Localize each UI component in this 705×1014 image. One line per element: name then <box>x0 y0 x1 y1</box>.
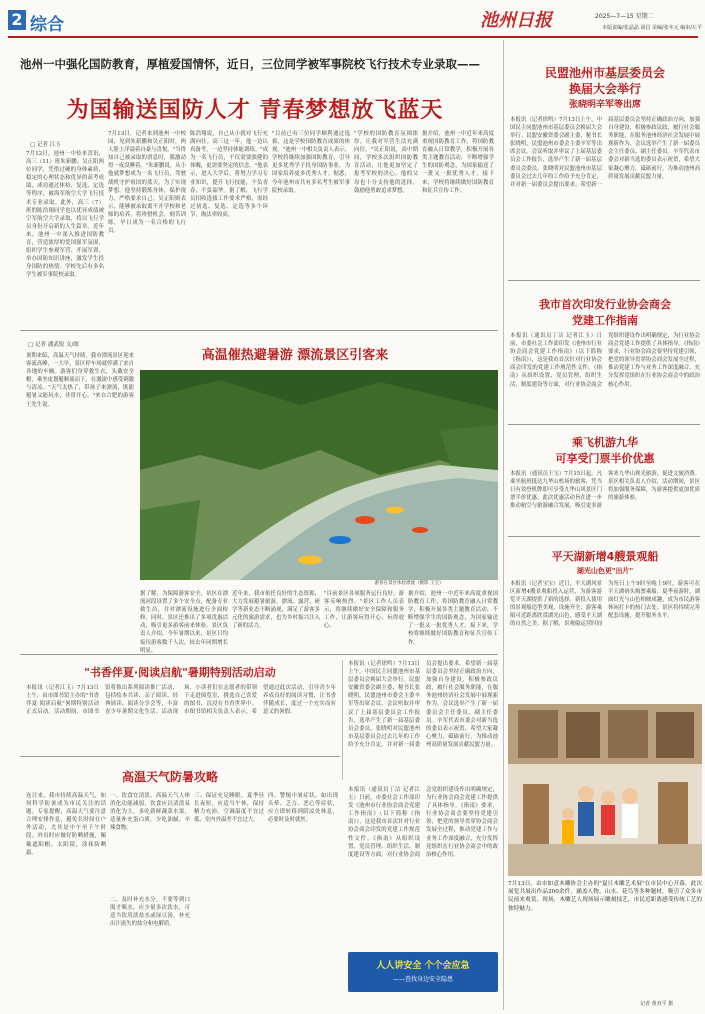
party-guide-body: 本报讯（通讯员丁洁 记者江玉）日前，市委社会工作部印发《池州市行业协会商会党建工作指南》（以下简称《指南》），这是我市首次针对行业协会商会印发的党建工作规范性文件。《指南》从组织设置、党员管理、组织生活、制度建设等方面，对行业协会商会党组织建设作出明确规定，为行业协会商会党建工作提供了具体指导。《指南》要求，行业协会商会要坚持党建引领，把党的领导贯穿协会商会发展全过程，推动党建工作与业务工作深度融合，充分发挥党组织在行业协会商会中的政治核心作用。 <box>510 333 700 388</box>
summer-headline: 高温天气防暑攻略 <box>121 770 218 784</box>
lead-col-4: "目前已有三位同学顺利通过选拔，这是学校国防教育成果的体现。"池州一中相关负责人表示，学校将继续加强国防教育，引导更多优秀学子投身国防事业，为国家培养更多优秀人才。据悉，今年池州市共有多名考生被军事院校录取。 <box>272 131 350 194</box>
divider-3 <box>508 536 700 537</box>
lead-col-3: 陈浩翔说，自己从小就对飞行充满向往。高三这一年，他一边认真备考，一边坚持体能训练。"成为一名飞行员，不仅需要强健的体魄，更需要坚定的信念。"他表示，进入大学后，将努力学习专业知识，提升飞行技能，不负青春，不负韶华。据了解，飞行学员招收选拔工作要求严格，需经过初选、复选、定选等多个环节，淘汰率较高。 <box>190 131 268 218</box>
summer-col-5: 四、警惕中暑症状。如出现头晕、乏力、恶心等症状，应立即转移到阴凉处休息，必要时及时就医。 <box>268 793 338 824</box>
lead-col-5: "学校的国防教育氛围浓厚，让我对军营生活充满向往。"吴正阳说，高中期间，学校多次组织国防教育活动，让他更加坚定了报考军校的决心。他的父母也十分支持他的选择，鼓励他勇敢追求梦想。 <box>354 131 418 194</box>
main-column-divider <box>503 40 504 1010</box>
divider-lead <box>20 330 498 331</box>
divider-2 <box>508 424 700 425</box>
rafting-photo <box>140 370 498 580</box>
divider-1 <box>508 280 700 281</box>
travel-headline: 高温催热避暑游 漂流景区引客来 <box>201 348 389 363</box>
photo-credit: 记者 黄双平 摄 <box>640 1001 674 1007</box>
lead-byline: □ 记者 江玉 <box>30 142 61 148</box>
reading-divider <box>342 660 343 780</box>
mingmeng-body: 本报讯（记者徐鸣）7月13日上午，中国民主同盟池州市基层委员会换届大会举行。民盟安徽省委会副主委、秘书长张晓明，民盟池州市委会主委辛军等出席会议。会议听取并审议了上届基层委员会工作报告，选举产生了新一届基层委员会委员。张晓明对民盟池州市基层委员会过去几年的工作给予充分肯定，并对新一届委员会提出要求。希望新一届基层委员会坚持正确政治方向，加强自身建设，积极参政议政，履行社会服务职能，在服务池州经济社会发展中展现新作为。会议选举产生了新一届委员会主任委员、副主任委员。辛军代表市委会对新当选的委员表示祝贺，希望大家凝心聚力，砥砺前行，为推动池州高质量发展贡献民盟力量。 <box>510 117 700 188</box>
lead-col-1: 7月12日，池州一中传来喜讯，高三（11）班朱新鹏、吴正阳两位同学，凭借过硬的身体素质、稳定的心理状态和优异的高考成绩，成功通过体检、复选、定选等程序，被海军航空大学飞行技术专业录取。此外，高三（7）班的陈浩翔同学也以优异成绩被空军航空大学录取，将以飞行学员身份开启新的人生篇章。近年来，池州一中深入推进国防教育，营造浓厚的爱国强军氛围，组织学生参观军营、开展军训、举办国防知识讲座，激发学生投身国防的热情。学校先后有多名学生被军事院校录取。 <box>26 151 104 279</box>
issue-date: 2025—7—15 星期二 <box>595 13 654 20</box>
rafting-photo-caption: 游客在景区体验漂流（摄影 王宝） <box>374 581 444 586</box>
rafting-photo-image <box>140 370 498 580</box>
woodcarving-photo <box>508 704 702 876</box>
newspaper-logo: 池州日报 <box>480 10 552 31</box>
mingmeng-title-1: 民盟池州市基层委员会 <box>544 66 665 80</box>
lead-col-6: 据介绍，池州一中近年来高度重视国防教育工作，将国防教育融入日常教学，积极开展各类主题教育活动，不断增强学生的国防观念，为国家输送了一批又一批优秀人才。接下来，学校将继续做好国防教育和征兵宣传工作。 <box>422 131 494 194</box>
summer-col-1: 连日来，我市持续高温天气，如何科学防暑成为市民关注的话题。专家提醒，高温天气要注意合理安排作息，避免长时间在户外活动，尤其是中午至下午时段。外出时应做好防晒措施，佩戴遮阳帽、太阳镜，涂抹防晒霜。 <box>26 793 106 856</box>
page-number-badge <box>8 10 26 30</box>
travel-col-3: 近年来，我市依托良好的生态资源，大力发展避暑旅游，漂流、露营、研学等新业态不断涌现，满足了游客多元化的旅游需求，也为乡村振兴注入了新的活力。 <box>232 591 320 630</box>
flight-promo-title-1: 乘飞机游九华 <box>572 436 638 449</box>
safety-ad-line-1: 人人讲安全 个个会应急 <box>376 961 470 971</box>
reading-headline: "书香伴夏·阅读启航"暑期特别活动启动 <box>84 666 276 679</box>
header-rule <box>8 36 698 38</box>
reading-body: 本报讯（记者江玉）7月13日上午，由市图书馆主办的"书香伴夏·阅读启航"暑期特别活动正式启动。活动期间，市图书馆将推出系列阅读推广活动，包括绘本共读、亲子阅读、经典诵读、阅读分享会等，丰富青少年暑期文化生活。活动现场，小读者们在志愿者的带领下走进阅览室，挑选自己喜爱的图书，沉浸在书香世界中。市图书馆相关负责人表示，希望通过此次活动，引导青少年养成良好的阅读习惯，让书香伴随成长，度过一个充实而有意义的暑假。 <box>26 685 336 716</box>
safety-ad-line-2: ——查找身边安全隐患 <box>392 976 453 983</box>
travel-col-1: 暑期来临，高温天气持续，我市漂流景区迎来客流高峰，一大早，景区停车场就停满了来自各地的车辆。游客们身穿救生衣，头戴安全帽，乘坐皮划艇顺流而下，在激流中感受刺激与清凉。"天气太热了，带孩子来漂流，既能避暑又能玩水，非常开心。"来自合肥的游客王先生说。 <box>26 353 134 408</box>
right-lower-text: 本报讯（记者徐鸣）7月13日上午，中国民主同盟池州市基层委员会换届大会举行。民盟安徽省委会副主委、秘书长张晓明，民盟池州市委会主委辛军等出席会议。会议听取并审议了上届基层委员会工作报告，选举产生了新一届基层委员会委员。张晓明对民盟池州市基层委员会过去几年的工作给予充分肯定，并对新一届委员会提出要求。希望新一届基层委员会坚持正确政治方向，加强自身建设，积极参政议政，履行社会服务职能，在服务池州经济社会发展中展现新作为。会议选举产生了新一届委员会主任委员、副主任委员。辛军代表市委会对新当选的委员表示祝贺，希望大家凝心聚力，砥砺前行，为推动池州高质量发展贡献民盟力量。 <box>348 661 498 748</box>
section-name: 综合 <box>30 15 64 35</box>
travel-col-2: 据了解，为保障游客安全，景区在漂流河段设置了多个安全点，配备专业救生员，并对漂流设施进行全面检修。同时，景区还推出了多项优惠活动，吸引更多游客前来体验。景区负责人介绍，今年暑期以来，景区日均接待游客数千人次，较去年同期增长明显。 <box>140 591 228 654</box>
travel-byline: □ 记者 潘武锐 文/图 <box>28 342 79 348</box>
woodcarving-caption: 7月13日，由市如意木雕协会主办的"夏日木雕艺术展"在市民中心开幕。此次展览共展出作品200余件，涵盖人物、山水、花鸟等多种题材，吸引了众多市民前来观赏。现场，木雕艺人现场展示雕刻技艺，市民近距离感受传统工艺的独特魅力。 <box>508 881 702 912</box>
mingmeng-title-2: 换届大会举行 <box>568 82 641 96</box>
lead-col-2: 7月13日，记者来到池州一中校园，见到朱新鹏和吴正阳时，两人脸上洋溢着自豪与喜悦。"当得知自己被录取的消息时，我激动得一夜没睡着。"朱新鹏说，从小他就梦想成为一名飞行员，驾驶战机守护祖国的蓝天。为了实现梦想，他坚持锻炼身体，保护视力，严格要求自己。吴正阳则表示，能够被录取离不开学校和老师的培养，将珍惜机会，刻苦训练，早日成为一名合格的飞行员。 <box>108 131 186 235</box>
safety-ad-banner <box>348 952 498 992</box>
travel-col-5: 据介绍，池州一中近年来高度重视国防教育工作，将国防教育融入日常教学，积极开展各类主题教育活动，不断增强学生的国防观念，为国家输送了一批又一批优秀人才。接下来，学校将继续做好国防教育和征兵宣传工作。 <box>408 591 498 646</box>
summer-col-6: 本报讯（通讯员丁洁 记者江玉）日前，市委社会工作部印发《池州市行业协会商会党建工作指南》（以下简称《指南》），这是我市首次针对行业协会商会印发的党建工作规范性文件。《指南》从组织设置、党员管理、组织生活、制度建设等方面，对行业协会商会党组织建设作出明确规定，为行业协会商会党建工作提供了具体指导。《指南》要求，行业协会商会要坚持党建引领，把党的领导贯穿协会商会发展全过程，推动党建工作与业务工作深度融合，充分发挥党组织在行业协会商会中的政治核心作用。 <box>348 787 498 858</box>
woodcarving-photo-image <box>508 704 702 876</box>
summer-col-4: 三、保证充足睡眠。夏季昼长夜短，应适当午休，保持精力充沛。空调温度不宜过低，室内外温差不宜过大。 <box>194 793 264 824</box>
party-guide-title-2: 党建工作指南 <box>572 314 638 327</box>
mingmeng-subtitle: 张晓明辛军等出席 <box>568 100 641 110</box>
summer-col-3: 二、及时补充水分。不要等到口渴才喝水，应少量多次饮水，可适当饮用淡盐水或绿豆汤，补充出汗流失的盐分和电解质。 <box>110 897 190 928</box>
lake-boats-subtitle: 湖光山色更"出片" <box>576 567 634 575</box>
lake-boats-title: 平天湖新增4艘景观船 <box>551 550 659 563</box>
page-header <box>0 0 705 38</box>
travel-col-4: "目前景区各项服务运行良好，游客反响热烈。"景区工作人员表示，将继续做好安全保障和服务工作，让游客玩得开心、玩得放心。 <box>324 591 404 630</box>
divider-reading <box>20 756 340 757</box>
party-guide-title-1: 我市首次印发行业协会商会 <box>539 298 671 311</box>
lead-kicker: 池州一中强化国防教育，厚植爱国情怀，近日，三位同学被军事院校飞行技术专业录取—— <box>20 57 480 71</box>
page-number: 2 <box>11 10 23 29</box>
flight-promo-title-2: 可享受门票半价优惠 <box>555 452 655 465</box>
editor-credits: 本版责编/张晶晶 胡昌 美编/张冬元 编审/左平 <box>602 25 702 31</box>
divider-travel <box>20 654 498 655</box>
lake-boats-body: 本报讯（记者宝宝）近日，平天湖风景区新增4艘景观船投入运营，为游客游览平天湖提供了新的选择。新投入使用的景观船造型美观，设施齐全，游客乘船可近距离欣赏湖光山色，感受平天湖的自然之美。据了解，景观船运营时间为每日上午9时至晚上9时，游客可在平天湖码头购票乘船。夏季夜游时，湖面灯光与山色相映成趣，成为市民游客休闲打卡的热门去处。景区将持续完善配套设施，提升服务水平。 <box>510 581 700 628</box>
summer-col-2: 一、饮食宜清淡。高温天气人体消化功能减弱，饮食应以清淡易消化为主，多吃新鲜蔬菜水果，适量补充蛋白质。少吃油腻、辛辣食物。 <box>110 793 190 832</box>
flight-promo-body: 本报讯（通讯员王宝）7月15日起，凡乘坐航班抵达九华山机场的旅客，凭当日有效登机牌即可享受九华山风景区门票半价优惠。此次优惠活动旨在进一步推动航空与旅游融合发展，吸引更多游客来九华山观光旅游，促进文旅消费。景区相关负责人介绍，活动期间，景区将加强服务保障，为游客提供更加优质的旅游体验。 <box>510 471 700 510</box>
lead-headline: 为国输送国防人才 青春梦想放飞蓝天 <box>66 97 444 123</box>
